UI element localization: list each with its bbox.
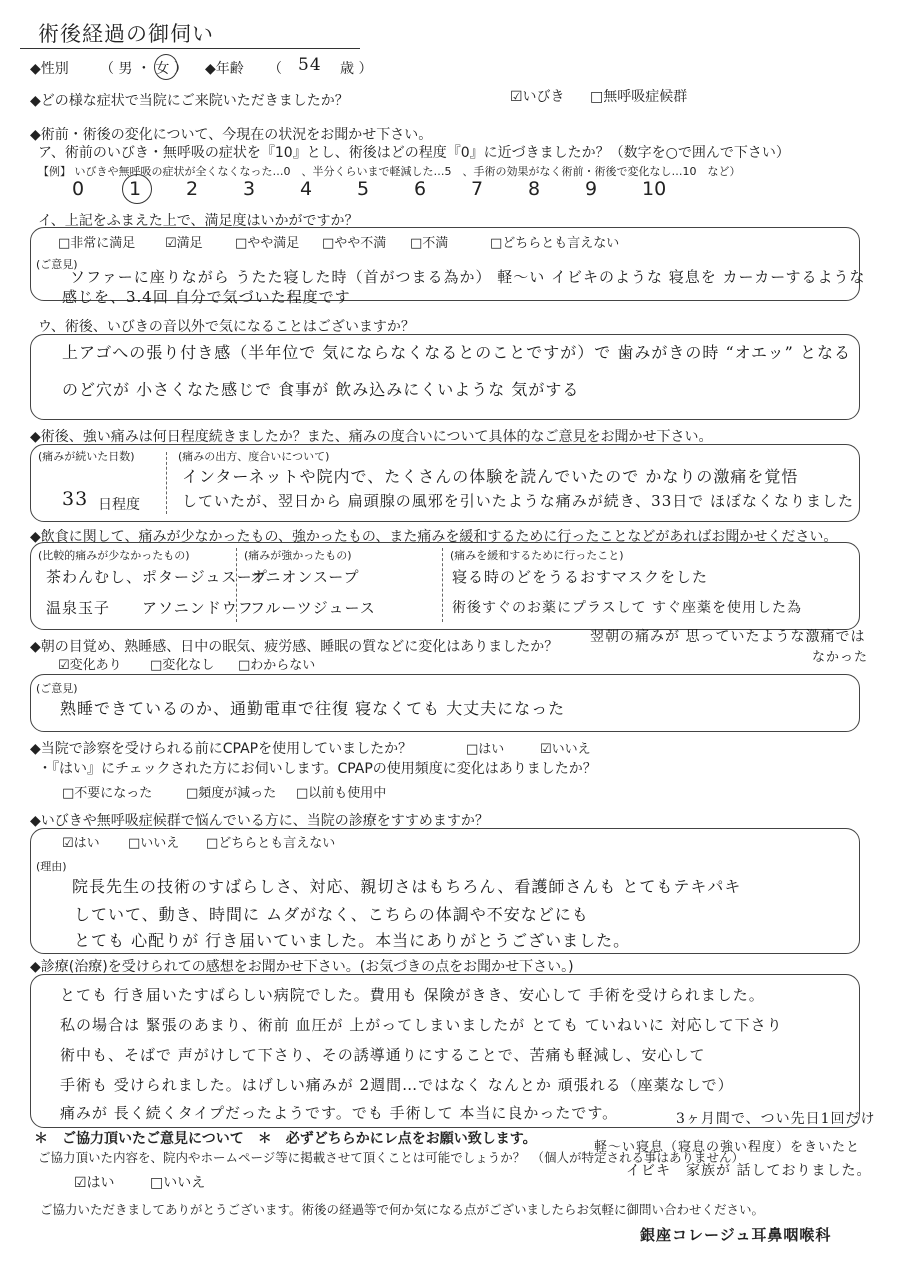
pain-detail-label: (痛みの出方、度合いについて): [178, 450, 330, 463]
recommend-reason-line3: とても 心配りが 行き届いていました。本当にありがとうございました。: [74, 931, 631, 950]
scale-selected-circle: [122, 174, 152, 204]
food-relief-label: (痛みを緩和するために行ったこと): [450, 549, 624, 562]
recommend-reason-line1: 院長先生の技術のすばらしさ、対応、親切さはもちろん、看護師さんも とてもテキパキ: [72, 877, 742, 896]
impression-line1: とても 行き届いたすばらしい病院でした。費用も 保険がきき、安心して 手術を受けられました。: [60, 986, 765, 1004]
pain-days-unit: 日程度: [98, 497, 140, 513]
other-question: ウ、術後、いびきの音以外で気になることはございますか？: [38, 319, 415, 335]
pain-days-label: (痛みが続いた日数): [38, 450, 135, 463]
impression-question: ◆診療(治療)を受けられての感想をお聞かせ下さい。(お気づきの点をお聞かせ下さい。): [30, 959, 574, 975]
symptom-option-apnea[interactable]: □無呼吸症候群: [590, 89, 688, 105]
age-close: 歳 ）: [340, 61, 373, 77]
impression-line6a: 3ヶ月間で、つい先日1回だけ: [676, 1111, 876, 1127]
gender-value: （ 男 ・ 女 ）: [100, 61, 188, 77]
scale-1[interactable]: 1: [129, 178, 142, 200]
food-less-label: (比較的痛みが少なかったもの): [38, 549, 190, 562]
cooperation-option-no[interactable]: □いいえ: [150, 1175, 206, 1191]
cpap-option-unneeded[interactable]: □不要になった: [62, 786, 153, 801]
impression-line2: 私の場合は 緊張のあまり、術前 血圧が 上がってしまいましたが とても ていねいに 対応して下さり: [60, 1016, 783, 1034]
symptom-question: ◆どの様な症状で当院にご来院いただきましたか？: [30, 93, 349, 109]
scale-7[interactable]: 7: [471, 178, 484, 200]
food-relief-line1: 寝る時のどをうるおすマスクをした: [452, 568, 709, 586]
pain-divider: [166, 452, 167, 514]
scale-9[interactable]: 9: [585, 178, 598, 200]
satisfaction-opinion-label: (ご意見): [36, 258, 78, 271]
impression-line7: イビキ 家族が 話しておりました。: [626, 1163, 872, 1179]
title-underline: [20, 48, 360, 49]
age-open: （: [268, 61, 282, 77]
gender-selected-circle: [154, 54, 178, 80]
sleep-option-unchanged[interactable]: □変化なし: [150, 658, 215, 673]
scale-10[interactable]: 10: [642, 178, 667, 200]
recommend-question: ◆いびきや無呼吸症候群で悩んでいる方に、当院の診療をすすめますか？: [30, 813, 489, 829]
pain-question: ◆術後、強い痛みは何日程度続きましたか？また、痛みの度合いについて具体的なご意見をお聞かせ下さい。: [30, 429, 713, 445]
age-value: 54: [298, 55, 322, 75]
clinic-name: 銀座コレージュ耳鼻咽喉科: [640, 1226, 832, 1244]
satisfaction-option-dis[interactable]: □不満: [410, 236, 449, 251]
food-strong-line2: フルーツジュース: [250, 599, 376, 617]
symptom-option-snoring[interactable]: ☑いびき: [510, 89, 565, 105]
satisfaction-opinion-line1: ソファーに座りながら うたた寝した時（首がつまる為か） 軽〜い イビキのような 寝息を カーカーするような: [70, 268, 866, 286]
page-title: 術後経過の御伺い: [38, 22, 214, 46]
food-strong-label: (痛みが強かったもの): [244, 549, 352, 562]
cpap-option-no[interactable]: ☑いいえ: [540, 742, 591, 757]
pain-days-value: 33: [62, 488, 89, 510]
sleep-opinion: 熟睡できているのか、通勤電車で往復 寝なくても 大丈夫になった: [60, 699, 566, 718]
cooperation-option-yes[interactable]: ☑はい: [74, 1175, 115, 1191]
footer-thanks: ご協力いただきましてありがとうございます。術後の経過等で何か気になる点がございましたらお気軽に御問い合わせください。: [40, 1202, 765, 1217]
impression-line5: 痛みが 長く続くタイプだったようです。でも 手術して 本当に良かったです。: [60, 1104, 619, 1122]
sleep-question: ◆朝の目覚め、熟睡感、日中の眠気、疲労感、睡眠の質などに変化はありましたか？: [30, 639, 559, 655]
sleep-option-unknown[interactable]: □わからない: [238, 658, 316, 673]
impression-line6b: 軽〜い寝息（寝息の強い程度）をきいたと: [594, 1140, 861, 1155]
recommend-option-no[interactable]: □いいえ: [128, 836, 180, 851]
cooperation-heading: ＊ ご協力頂いたご意見について ＊ 必ずどちらかにレ点をお願い致します。: [34, 1131, 537, 1147]
pain-detail-line1: インターネットや院内で、たくさんの体験を読んでいたので かなりの激痛を覚悟: [182, 467, 799, 486]
impression-line3: 術中も、そばで 声がけして下さり、その誘導通りにすることで、苦痛も軽減し、安心して: [60, 1046, 706, 1064]
satisfaction-option-satisfied[interactable]: ☑満足: [165, 236, 203, 251]
cpap-option-yes[interactable]: □はい: [466, 742, 505, 757]
scale-3[interactable]: 3: [243, 178, 256, 200]
change-scale: [72, 178, 699, 200]
change-sub-question: ア、術前のいびき・無呼吸の症状を『10』とし、術後はどの程度『0』に近づきましたか？（数字を○で囲んで下さい）: [38, 145, 790, 161]
impression-line4: 手術も 受けられました。はげしい痛みが 2週間…ではなく なんとか 頑張れる（座薬なしで）: [60, 1076, 734, 1094]
satisfaction-option-neither[interactable]: □どちらとも言えない: [490, 236, 620, 251]
scale-6[interactable]: 6: [414, 178, 427, 200]
recommend-option-yes[interactable]: ☑はい: [62, 836, 100, 851]
food-strong-line1: オニオンスープ: [250, 568, 360, 586]
age-label: ◆年齢: [205, 61, 244, 77]
other-line2: のど穴が 小さくなた感じで 食事が 飲み込みにくいような 気がする: [62, 380, 580, 399]
scale-2[interactable]: 2: [186, 178, 199, 200]
food-divider-2: [442, 548, 443, 622]
cpap-sub-question: ・『はい』にチェックされた方にお伺いします。CPAPの使用頻度に変化はありましたか？: [38, 761, 597, 777]
change-question: ◆術前・術後の変化について、今現在の状況をお聞かせ下さい。: [30, 127, 433, 143]
cpap-question: ◆当院で診察を受けられる前にCPAPを使用していましたか？: [30, 741, 413, 757]
scale-8[interactable]: 8: [528, 178, 541, 200]
cpap-option-reduced[interactable]: □頻度が減った: [186, 786, 277, 801]
satisfaction-question: イ、上記をふまえた上で、満足度はいかがですか？: [38, 213, 359, 229]
other-line1: 上アゴへの張り付き感（半年位で 気にならなくなるとのことですが）で 歯みがきの時 “オエッ” となる: [62, 343, 851, 362]
sleep-option-changed[interactable]: ☑変化あり: [58, 658, 122, 673]
satisfaction-opinion-line2: 感じを、3.4回 自分で気づいた程度です: [62, 288, 351, 306]
food-less-line1: 茶わんむし、ポタージュスープ: [46, 568, 268, 586]
scale-4[interactable]: 4: [300, 178, 313, 200]
pain-detail-line2: していたが、翌日から 扁頭腺の風邪を引いたような痛みが続き、33日で ほぼなくなりました: [182, 492, 855, 510]
recommend-reason-line2: していて、動き、時間に ムダがなく、こちらの体調や不安などにも: [74, 905, 589, 924]
cpap-option-still-using[interactable]: □以前も使用中: [296, 786, 387, 801]
gender-label: ◆性別: [30, 61, 69, 77]
change-example: 【例】 いびきや無呼吸の症状が全くなくなった…0 、半分くらいまで軽減した…5 、手術の効果がなく術前・術後で変化なし…10 など）: [38, 165, 741, 178]
satisfaction-option-very[interactable]: □非常に満足: [58, 236, 136, 251]
recommend-reason-label: (理由): [36, 860, 67, 873]
scale-0[interactable]: 0: [72, 178, 85, 200]
food-relief-line4: なかった: [812, 650, 869, 665]
food-relief-line2: 術後すぐのお薬にプラスして すぐ座薬を使用した為: [452, 600, 803, 616]
food-question: ◆飲食に関して、痛みが少なかったもの、強かったもの、また痛みを緩和するために行ったことなどがあればお聞かせください。: [30, 529, 838, 545]
recommend-option-neither[interactable]: □どちらとも言えない: [206, 836, 336, 851]
satisfaction-option-somewhat-dis[interactable]: □やや不満: [322, 236, 387, 251]
sleep-opinion-label: (ご意見): [36, 682, 78, 695]
scale-5[interactable]: 5: [357, 178, 370, 200]
food-less-line2: 温泉玉子 アソニンドウフ: [46, 599, 254, 617]
food-relief-line3: 翌朝の痛みが 思っていたような激痛では: [590, 629, 866, 645]
cooperation-text: ご協力頂いた内容を、院内やホームページ等に掲載させて頂くことは可能でしょうか？ （個人が特定される事はありません）: [38, 1150, 745, 1165]
satisfaction-option-somewhat[interactable]: □やや満足: [235, 236, 300, 251]
